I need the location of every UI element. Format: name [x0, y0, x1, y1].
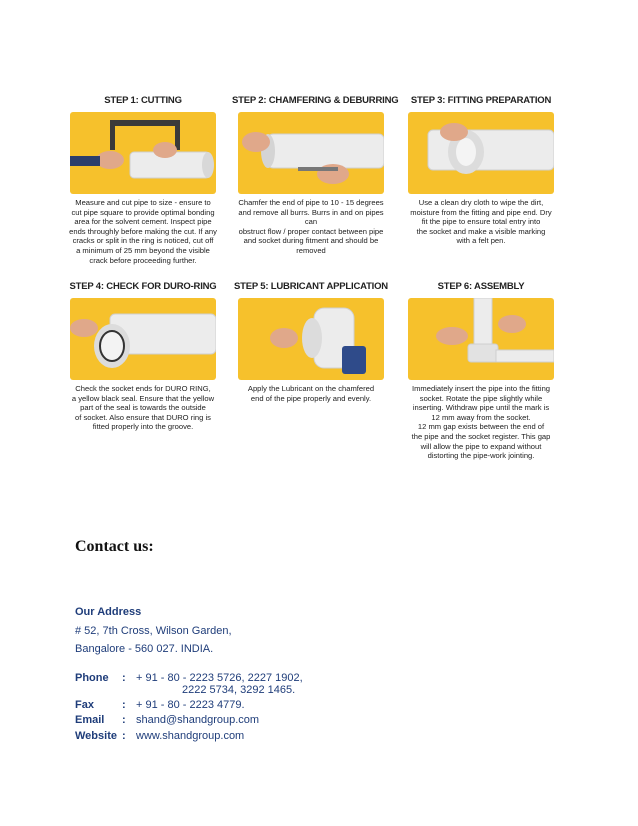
- email-colon: :: [122, 714, 126, 726]
- phone-label: Phone: [75, 672, 109, 684]
- step-6-description: Immediately insert the pipe into the fitting socket. Rotate the pipe slightly while inserting. Withdraw pipe until the mark is 12 mm away from the socket. 12 mm gap exists between the end of the pipe and the socket register. This gap will allow the pipe to expand without distorting the pipe-work jointing.: [411, 384, 551, 461]
- website-colon: :: [122, 730, 126, 742]
- step-1-illustration: [70, 112, 216, 194]
- phone-value-continued: 2222 5734, 3292 1465.: [182, 684, 296, 696]
- step-5-illustration: [238, 298, 384, 380]
- step-title: STEP 4: CHECK FOR DURO-RING: [69, 281, 217, 292]
- email-label: Email: [75, 714, 105, 726]
- step-title: STEP 3: FITTING PREPARATION: [410, 95, 552, 106]
- email-link[interactable]: shand@shandgroup.com: [136, 714, 260, 726]
- step-6-illustration: [408, 298, 554, 380]
- step-title: STEP 6: ASSEMBLY: [437, 281, 525, 292]
- step-4-illustration: [70, 298, 216, 380]
- website-label: Website: [75, 730, 117, 742]
- step-4-check-duro-ring: [64, 278, 222, 462]
- step-4-description: Check the socket ends for DURO RING, a yellow black seal. Ensure that the yellow part of the seal is towards the outside of socket. Also ensure that DURO ring is fitted properly into the groove.: [71, 384, 215, 432]
- step-3-fitting-preparation: [402, 92, 560, 276]
- phone-colon: :: [122, 672, 126, 684]
- step-2-illustration: [238, 112, 384, 194]
- contact-heading: Contact us:: [75, 538, 154, 555]
- step-3-illustration: [408, 112, 554, 194]
- address-title: Our Address: [75, 606, 142, 618]
- step-title: STEP 1: CUTTING: [104, 95, 182, 106]
- fax-colon: :: [122, 699, 126, 711]
- website-link[interactable]: www.shandgroup.com: [136, 730, 245, 742]
- address-line-2: Bangalore - 560 027. INDIA.: [75, 643, 214, 655]
- installation-steps-poster: [64, 92, 560, 472]
- fax-label: Fax: [75, 699, 94, 711]
- phone-value: + 91 - 80 - 2223 5726, 2227 1902,: [136, 672, 303, 684]
- step-5-description: Apply the Lubricant on the chamfered end of the pipe properly and evenly.: [247, 384, 375, 403]
- fax-value: + 91 - 80 - 2223 4779.: [136, 699, 245, 711]
- step-title: STEP 2: CHAMFERING & DEBURRING: [232, 95, 399, 106]
- step-2-description: Chamfer the end of pipe to 10 - 15 degrees and remove all burrs. Burrs in and on pipes can obstruct flow / proper contact between pipe and socket during fitment and should be removed: [238, 198, 384, 255]
- step-2-chamfering: [232, 92, 399, 276]
- step-1-description: Measure and cut pipe to size - ensure to cut pipe square to provide optimal bonding area for the solvent cement. Inspect pipe ends throughly before making the cut. If any cracks or split in the ring is noticed, cut off a minimum of 25 mm beyond the visible crack before proceeding further.: [69, 198, 217, 265]
- address-line-1: # 52, 7th Cross, Wilson Garden,: [75, 625, 232, 637]
- step-3-description: Use a clean dry cloth to wipe the dirt, moisture from the fitting and pipe end. Dry fit the pipe to ensure total entry into the socket and make a visible marking with a felt pen.: [410, 198, 552, 246]
- step-6-assembly: [402, 278, 560, 462]
- step-1-cutting: [64, 92, 222, 276]
- step-title: STEP 5: LUBRICANT APPLICATION: [234, 281, 388, 292]
- step-5-lubricant-application: [232, 278, 390, 462]
